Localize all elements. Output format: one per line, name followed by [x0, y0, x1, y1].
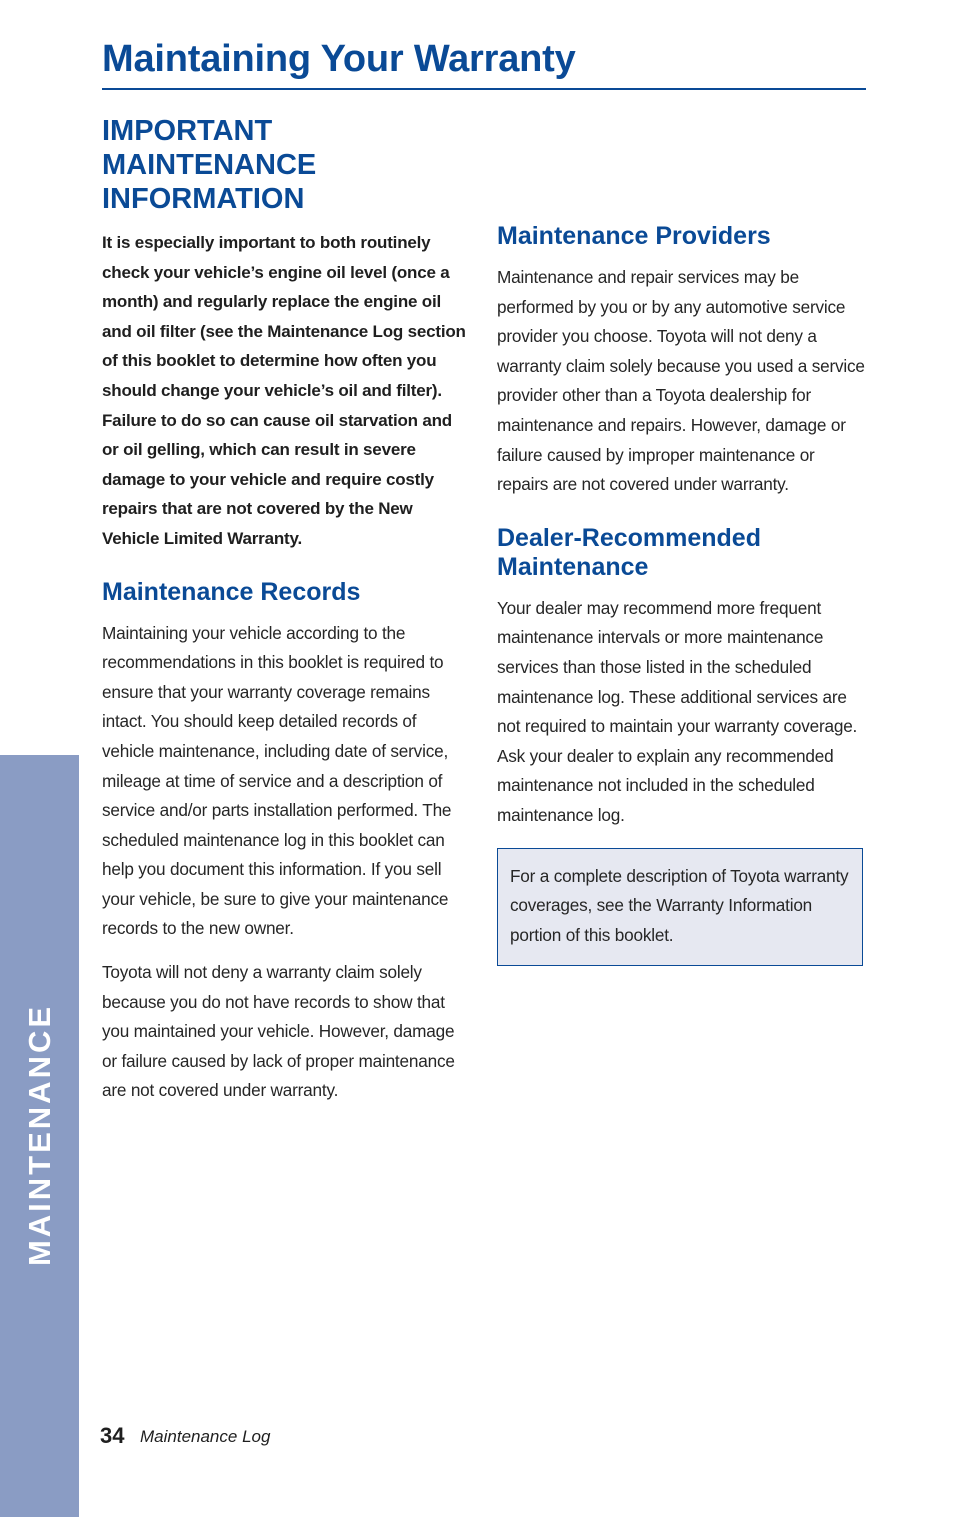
records-heading: Maintenance Records	[102, 577, 361, 606]
important-heading: IMPORTANT MAINTENANCE INFORMATION	[102, 115, 317, 215]
footer-section-label: Maintenance Log	[140, 1427, 271, 1446]
side-section-tab-label: MAINTENANCE	[22, 1003, 57, 1267]
warranty-note-box	[497, 848, 863, 967]
important-body: It is especially important to both routinely check your vehicle’s engine oil level (once a month) and regularly replace the engine oil and oil filter (see the Maintenance Log section of this booklet to determine how often you should change your vehicle’s oil and filter). Failure to do so can cause oil starvation and or oil gelling, which can result in severe damage to your vehicle and require costly repairs that are not covered by the New Vehicle Limited Warranty.	[102, 233, 466, 548]
warranty-note-text: For a complete description of Toyota warranty coverages, see the Warranty Information portion of this booklet.	[510, 865, 849, 945]
page-title: Maintaining Your Warranty	[102, 38, 576, 80]
providers-body: Maintenance and repair services may be performed by you or by any automotive service provider you choose. Toyota will not deny a warranty claim solely because you used a service provider other than a Toyota dealership for maintenance and repairs. However, damage or failure caused by improper maintenance or repairs are not covered under warranty.	[497, 267, 865, 495]
left-column	[102, 114, 470, 1106]
records-paragraph-2: Toyota will not deny a warranty claim solely because you do not have records to show that you maintained your vehicle. However, damage or failure caused by lack of proper maintenance are not covered under warranty.	[102, 962, 455, 1101]
dealer-body: Your dealer may recommend more frequent maintenance intervals or more maintenance services than those listed in the scheduled maintenance log. These additional services are not required to maintain your warranty coverage. Ask your dealer to explain any recommended maintenance not included in the scheduled maintenance log.	[497, 597, 858, 825]
dealer-heading: Dealer-Recommended Maintenance	[497, 523, 761, 581]
right-column	[497, 222, 865, 966]
providers-heading: Maintenance Providers	[497, 222, 771, 250]
records-paragraph-1: Maintaining your vehicle according to the recommendations in this booklet is required to ensure that your warranty coverage remains intact. You should keep detailed records of vehicle maintenance, including date of service, mileage at time of service and a description of service and/or parts installation performed. The scheduled maintenance log in this booklet can help you document this information. If you sell your vehicle, be sure to give your maintenance records to the new owner.	[102, 622, 452, 939]
page-number: 34	[100, 1423, 125, 1448]
header-divider	[102, 88, 866, 90]
